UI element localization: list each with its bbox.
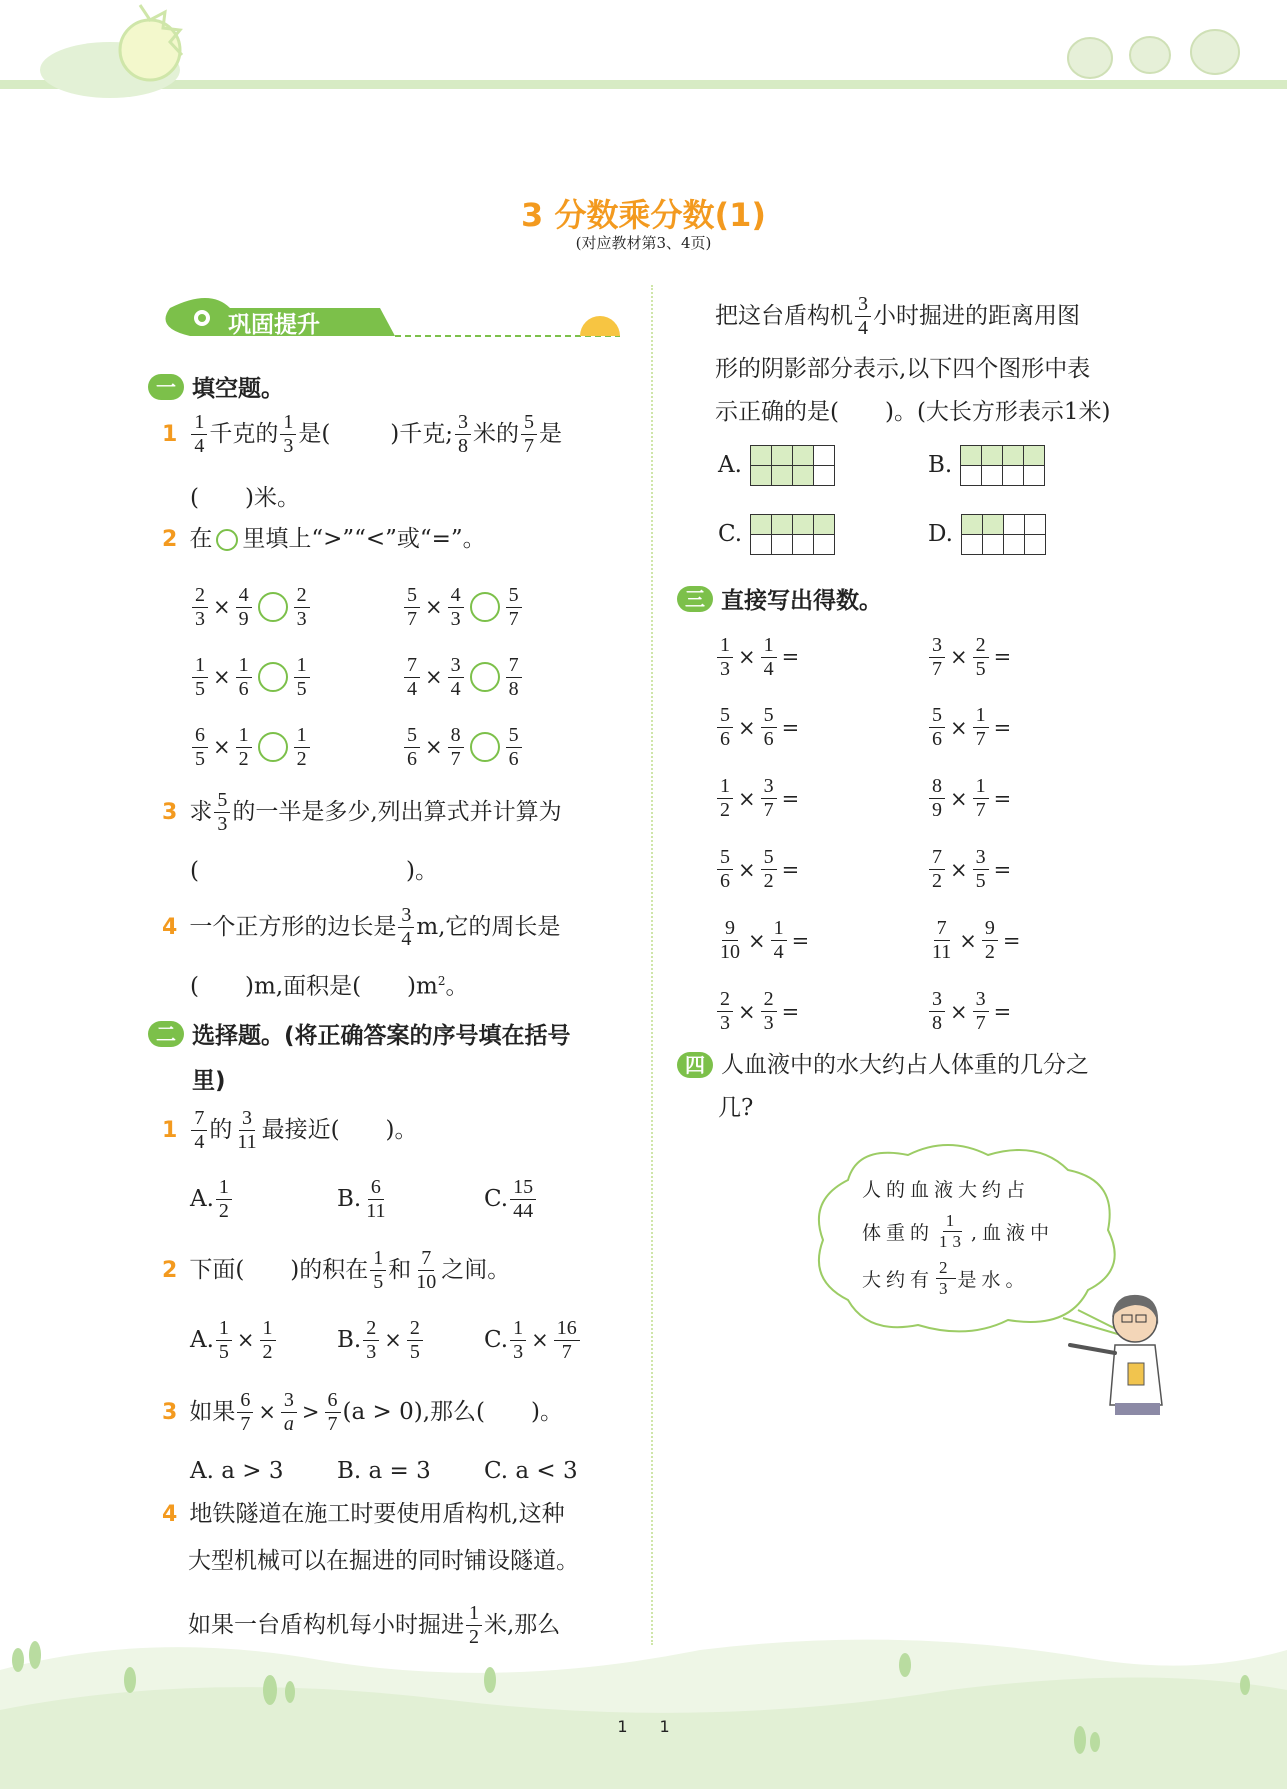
answer-blank-line[interactable]: ( )m,面积是( )$m^2$。 bbox=[190, 973, 469, 1000]
question-4 bbox=[162, 905, 560, 950]
question-number: 1 bbox=[162, 421, 178, 447]
comparison-item: $\frac{5}{7}$ × $\frac{4}{3}$ 5 7 bbox=[402, 585, 524, 630]
answer-blank-line[interactable]: ( )米。 bbox=[190, 485, 300, 511]
section-badge: 一 bbox=[148, 374, 184, 400]
calc-item: $\frac{3}{7}$ × $\frac{2}{5}$ = bbox=[927, 635, 1014, 680]
text: 米的 bbox=[473, 421, 520, 447]
comparison-item: $\frac{2}{3}$ × $\frac{4}{9}$ 2 3 bbox=[190, 585, 402, 630]
circle-icon bbox=[216, 529, 238, 551]
text: 千克的 bbox=[209, 421, 279, 447]
compare-circle[interactable] bbox=[470, 732, 500, 762]
calc-item: $\frac{5}{6}$ × $\frac{1}{7}$ = bbox=[927, 705, 1014, 750]
compare-circle[interactable] bbox=[258, 732, 288, 762]
text: 是( bbox=[298, 421, 331, 447]
text: 里填上“>”“<”或“=”。 bbox=[242, 526, 486, 552]
calc-item: $\frac{1}{3}$ × $\frac{1}{4}$ = bbox=[715, 635, 927, 680]
grid-option-c[interactable]: C. bbox=[718, 514, 835, 555]
option-b[interactable]: B. $\frac{2}{3}$ × $\frac{2}{5}$ bbox=[337, 1318, 484, 1363]
question-number: 4 bbox=[162, 1501, 178, 1527]
page-subtitle: (对应教材第3、4页) bbox=[575, 234, 712, 252]
calc-grid bbox=[715, 622, 1135, 1047]
section-title: 填空题。 bbox=[192, 376, 284, 402]
question-number: 2 bbox=[162, 1257, 178, 1283]
question-2 bbox=[162, 528, 486, 551]
calc-item: $\frac{9}{10}$ × $\frac{1}{4}$ = bbox=[720, 917, 810, 963]
text: 求 bbox=[189, 799, 213, 825]
choice-question-4: 4 地铁隧道在施工时要使用盾构机,这种 bbox=[162, 1501, 565, 1527]
choice-options bbox=[190, 1177, 538, 1222]
fraction: 1 4 bbox=[191, 412, 207, 457]
section-title-cont: 里) bbox=[192, 1068, 226, 1094]
fraction: 5 3 bbox=[214, 790, 230, 835]
compare-circle[interactable] bbox=[258, 592, 288, 622]
text: 是 bbox=[539, 421, 563, 447]
choice-question-1: 1 7 4 的 3 11 最接近( )。 bbox=[162, 1107, 418, 1153]
comparison-item: $\frac{1}{5}$ × $\frac{1}{6}$ 1 5 bbox=[190, 655, 402, 700]
section-title-cont: 几? bbox=[718, 1095, 754, 1121]
option-b[interactable]: B. a = 3 bbox=[337, 1458, 431, 1484]
comparison-item: $\frac{7}{4}$ × $\frac{3}{4}$ 7 8 bbox=[402, 655, 524, 700]
choice-question-2: 2 下面( )的积在 1 5 和 7 10 之间。 bbox=[162, 1247, 511, 1293]
question-number: 4 bbox=[162, 914, 178, 940]
calc-item: $\frac{5}{6}$ × $\frac{5}{2}$ = bbox=[715, 847, 927, 892]
fraction: 3 4 bbox=[398, 905, 414, 950]
calc-item: $\frac{2}{3}$ × $\frac{2}{3}$ = bbox=[715, 989, 927, 1034]
banner-graphic bbox=[150, 288, 630, 343]
compare-circle[interactable] bbox=[258, 662, 288, 692]
section-title: 直接写出得数。 bbox=[721, 588, 882, 614]
calc-item: $\frac{1}{2}$ × $\frac{3}{7}$ = bbox=[715, 776, 927, 821]
option-b[interactable]: B. 6 11 bbox=[337, 1176, 386, 1222]
answer-blank-line[interactable]: ( )。 bbox=[190, 858, 438, 884]
header-decoration bbox=[0, 0, 1287, 120]
option-a[interactable]: A. 1 2 bbox=[190, 1177, 337, 1222]
question-number: 2 bbox=[162, 526, 178, 552]
calc-item: $\frac{7}{11}$ × $\frac{9}{2}$ = bbox=[932, 917, 1021, 963]
page-number: 1 1 bbox=[617, 1717, 670, 1736]
comparison-grid bbox=[190, 572, 524, 782]
section-badge: 二 bbox=[148, 1021, 184, 1047]
text: 的一半是多少,列出算式并计算为 bbox=[232, 799, 562, 825]
right-text-line: 把这台盾构机 3 4 小时掘进的距离用图 bbox=[715, 293, 1080, 339]
question-number: 3 bbox=[162, 799, 178, 825]
text: )千克; bbox=[390, 421, 454, 447]
column-divider bbox=[651, 285, 653, 1645]
fraction: 5 7 bbox=[521, 412, 537, 457]
teacher-illustration bbox=[1060, 1285, 1170, 1415]
text-line: 如果一台盾构机每小时掘进 1 2 米,那么 bbox=[188, 1602, 561, 1648]
fraction: 3 8 bbox=[455, 412, 471, 457]
choice-question-3: 3 如果 $\frac{6}{7}$ × $\frac{3}{a}$ > 6 7 (a > 0),那么( )。 bbox=[162, 1389, 563, 1435]
page-title: 3 分数乘分数(1) bbox=[521, 196, 766, 234]
footer-landscape bbox=[0, 1630, 1287, 1789]
section-1-heading bbox=[148, 370, 284, 403]
bubble-text: 人的血液大约占 体重的 1 13 ,血液中 大约有 2 3 是水。 bbox=[862, 1179, 1055, 1298]
section-banner-label: 巩固提升 bbox=[228, 312, 320, 338]
grid-option-b[interactable]: B. bbox=[928, 445, 1045, 486]
comparison-item: $\frac{5}{6}$ × $\frac{8}{7}$ 5 6 bbox=[402, 725, 524, 770]
text: 在 bbox=[189, 526, 213, 552]
compare-circle[interactable] bbox=[470, 662, 500, 692]
choice-options bbox=[190, 1318, 582, 1363]
comparison-item: $\frac{6}{5}$ × $\frac{1}{2}$ 1 2 bbox=[190, 725, 402, 770]
right-text-line: 形的阴影部分表示,以下四个图形中表 bbox=[715, 356, 1091, 382]
section-4-heading bbox=[677, 1052, 1089, 1078]
calc-item: $\frac{7}{2}$ × $\frac{3}{5}$ = bbox=[927, 847, 1014, 892]
section-title: 人血液中的水大约占人体重的几分之 bbox=[721, 1051, 1089, 1078]
choice-options bbox=[190, 1460, 578, 1483]
section-badge: 四 bbox=[677, 1052, 713, 1078]
calc-item: $\frac{3}{8}$ × $\frac{3}{7}$ = bbox=[927, 989, 1014, 1034]
text: m,它的周长是 bbox=[416, 914, 561, 940]
compare-circle[interactable] bbox=[470, 592, 500, 622]
text-line: 大型机械可以在掘进的同时铺设隧道。 bbox=[188, 1548, 579, 1574]
grid-option-d[interactable]: D. bbox=[928, 514, 1046, 555]
calc-item: $\frac{8}{9}$ × $\frac{1}{7}$ = bbox=[927, 776, 1014, 821]
section-title: 选择题。(将正确答案的序号填在括号 bbox=[192, 1023, 571, 1049]
section-2-heading bbox=[148, 1017, 571, 1050]
section-3-heading bbox=[677, 582, 882, 615]
question-number: 3 bbox=[162, 1399, 178, 1425]
option-a[interactable]: A. $\frac{1}{5}$ × $\frac{1}{2}$ bbox=[190, 1318, 337, 1363]
text: 一个正方形的边长是 bbox=[189, 914, 397, 940]
option-c[interactable]: C. $\frac{1}{3}$ × $\frac{16}{7}$ bbox=[484, 1318, 582, 1363]
option-c[interactable]: C. a < 3 bbox=[484, 1458, 578, 1484]
right-text-line: 示正确的是( )。(大长方形表示1米) bbox=[715, 399, 1111, 425]
question-1 bbox=[162, 412, 562, 457]
option-a[interactable]: A. a > 3 bbox=[190, 1458, 284, 1484]
option-c[interactable]: C. 15 44 bbox=[484, 1177, 538, 1222]
question-3 bbox=[162, 790, 562, 835]
fraction: 1 3 bbox=[280, 412, 296, 457]
section-banner bbox=[150, 288, 630, 343]
grid-option-a[interactable]: A. bbox=[718, 445, 835, 486]
calc-item: $\frac{5}{6}$ × $\frac{5}{6}$ = bbox=[715, 705, 927, 750]
question-number: 1 bbox=[162, 1117, 178, 1143]
section-badge: 三 bbox=[677, 586, 713, 612]
